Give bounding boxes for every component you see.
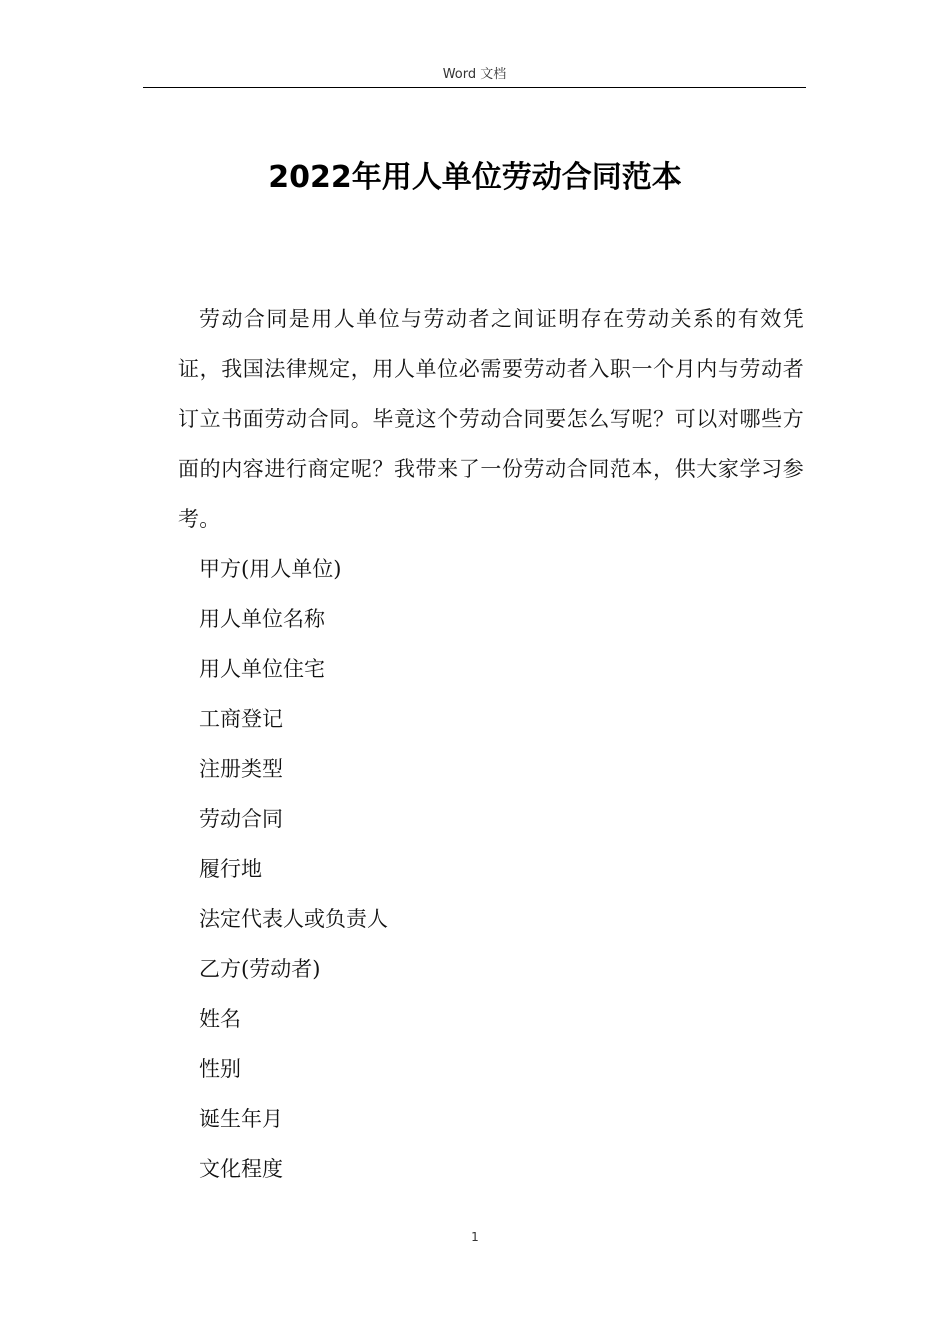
field-name: 姓名 bbox=[199, 1007, 241, 1031]
page-number: 1 bbox=[471, 1230, 479, 1244]
field-party-b: 乙方(劳动者) bbox=[199, 957, 321, 981]
document-body bbox=[178, 294, 804, 1194]
field-business-registration: 工商登记 bbox=[199, 707, 283, 731]
field-employer-name: 用人单位名称 bbox=[199, 607, 325, 631]
page-header: Word 文档 bbox=[442, 67, 507, 82]
field-legal-representative: 法定代表人或负责人 bbox=[199, 907, 388, 931]
field-labor-contract: 劳动合同 bbox=[199, 807, 283, 831]
field-gender: 性别 bbox=[199, 1057, 241, 1081]
field-registration-type: 注册类型 bbox=[199, 757, 283, 781]
field-performance-place: 履行地 bbox=[199, 857, 262, 881]
field-education: 文化程度 bbox=[199, 1157, 283, 1181]
document-title: 2022年用人单位劳动合同范本 bbox=[268, 160, 682, 195]
field-party-a: 甲方(用人单位) bbox=[199, 557, 342, 581]
field-birth-date: 诞生年月 bbox=[199, 1107, 283, 1131]
header-divider bbox=[143, 87, 806, 88]
intro-paragraph: 劳动合同是用人单位与劳动者之间证明存在劳动关系的有效凭证，我国法律规定，用人单位必需要劳动者入职一个月内与劳动者订立书面劳动合同。毕竟这个劳动合同要怎么写呢？可以对哪些方面的内容进行商定呢？我带来了一份劳动合同范本，供大家学习参考。 bbox=[178, 307, 804, 531]
field-employer-address: 用人单位住宅 bbox=[199, 657, 325, 681]
